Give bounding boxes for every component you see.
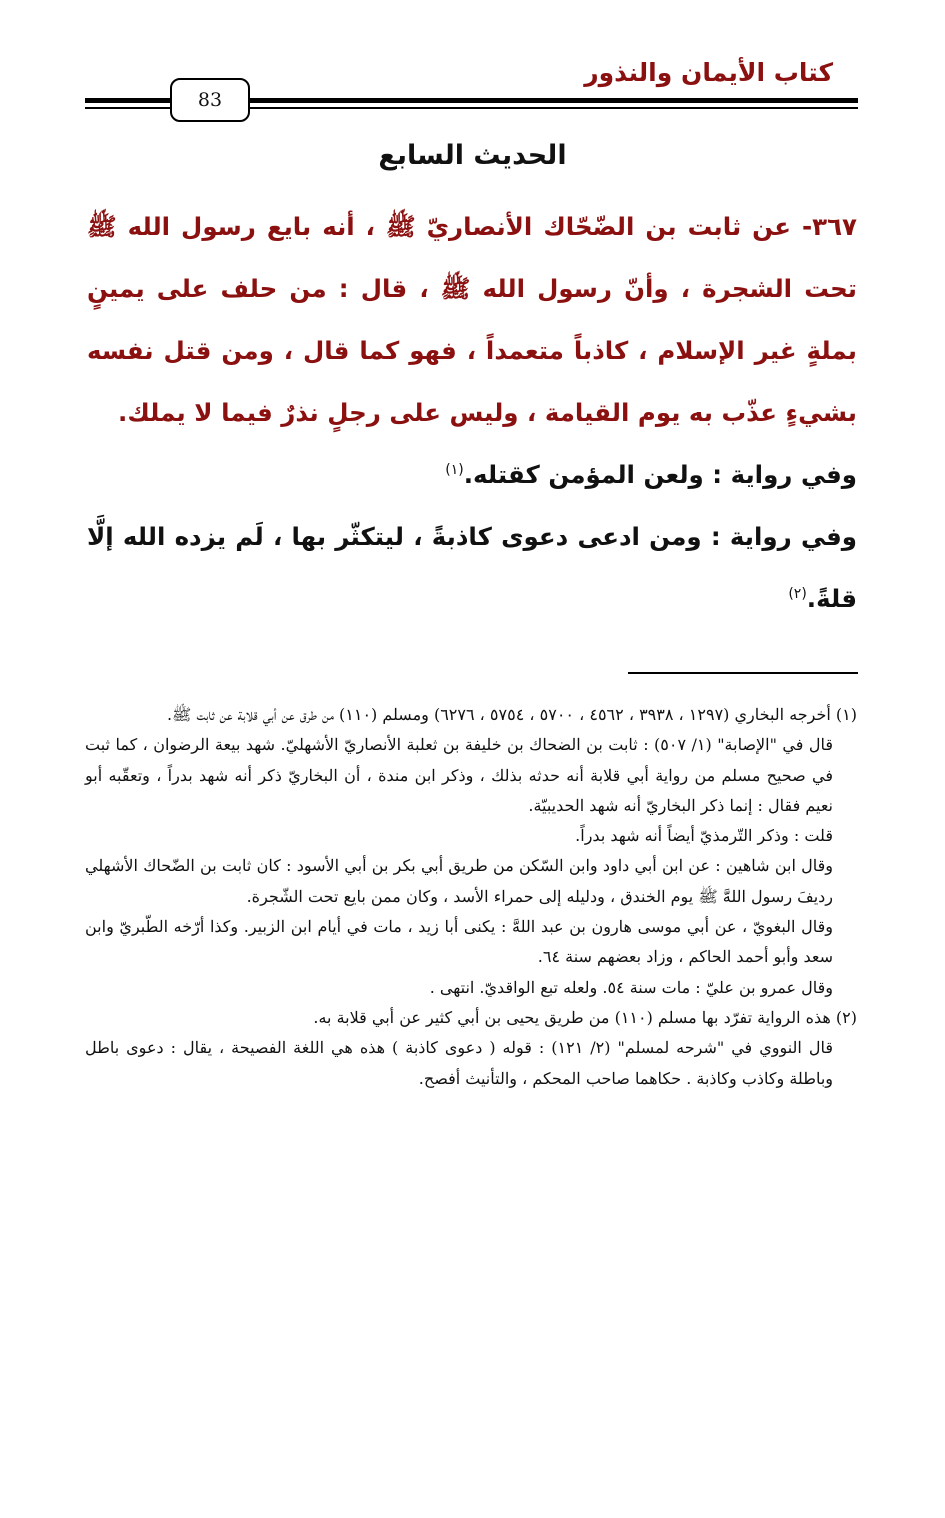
footnote-2-source: (٢) هذه الرواية تفرّد بها مسلم (١١٠) من طريق يحيى بن أبي كثير عن أبي قلابة به.	[313, 1007, 857, 1027]
riwaya-2-label: وفي رواية :	[710, 522, 858, 551]
section-heading: الحديث السابع	[378, 140, 567, 171]
footnote-ref-1[interactable]: (١)	[445, 461, 464, 478]
riwaya-2-text: ومن ادعى دعوى كاذبةً ، ليتكثّر بها ، لَم يزده الله إلَّا قلةً.	[87, 522, 857, 613]
footnote-1-source: (١) أخرجه البخاري (١٢٩٧ ، ٣٩٣٨ ، ٤٥٦٢ ، ٥٧٠٠ ، ٥٧٥٤ ، ٦٢٧٦) ومسلم (١١٠) من طرق عن أبي قلابة عن ثابت ﷺ.	[166, 705, 857, 724]
footnote-1-ibn-shahin: وقال ابن شاهين : عن ابن أبي داود وابن السّكن من طريق أبي بكر بن أبي الأسود : كان ثابت بن الضّحاك الأشهلي رديفَ رسول اللهَّ ﷺ يوم الخندق ، ودليله إلى حمراء الأسد ، وكان ممن بايع تحت الشّجرة.	[85, 856, 834, 906]
footnote-1-baghawi: وقال البغويّ ، عن أبي موسى هارون بن عبد اللهَّ : يكنى أبا زيد ، مات في أيام ابن الزبير. وكذا أرّخه الطّبريّ وابن سعد وأبو أحمد الحاكم ، وزاد بعضهم سنة ٦٤.	[85, 917, 833, 967]
running-header-title: كتاب الأيمان والنذور	[584, 58, 833, 87]
riwaya-2	[87, 506, 857, 630]
hadith-text	[87, 196, 857, 630]
riwaya-1-label: وفي رواية :	[712, 460, 857, 489]
footnote-ref-2[interactable]: (٢)	[788, 585, 807, 602]
riwaya-1-text: ولعن المؤمن كقتله.	[463, 460, 704, 489]
footnote-2-nawawi: قال النووي في "شرحه لمسلم" (٢/ ١٢١) : قوله ( دعوى كاذبة ) هذه هي اللغة الفصيحة ، يقال : دعوى باطل وباطلة وكاذب وكاذبة . حكاهما صاحب المحكم ، والتأنيث أفصح.	[85, 1038, 833, 1088]
footnotes	[85, 700, 857, 1094]
riwaya-1	[87, 444, 857, 506]
footnote-separator	[628, 672, 858, 674]
footnote-1-amr: وقال عمرو بن عليّ : مات سنة ٥٤. ولعله تبع الواقديّ. انتهى .	[429, 977, 833, 997]
footnote-1-isaba: قال في "الإصابة" (١/ ٥٠٧) : ثابت بن الضحاك بن خليفة بن ثعلبة الأنصاريّ الأشهليّ. شهد بيعة الرضوان ، كما ثبت في صحيح مسلم من رواية أبي قلابة أنه حدثه بذلك ، وذكر ابن مندة ، أن البخاريّ ذكر أنه شهد بدراً ، وتعقّبه أبو نعيم فقال : إنما ذكر البخاريّ أنه شهد الحديبيّة.	[85, 735, 834, 815]
page-number: 83	[170, 78, 250, 122]
footnote-1-tirmidhi: قلت : وذكر التّرمذيّ أيضاً أنه شهد بدراً.	[575, 826, 833, 846]
hadith-paragraph: ٣٦٧- عن ثابت بن الضّحّاك الأنصاريّ ﷺ ، أنه بايع رسول الله ﷺ تحت الشجرة ، وأنّ رسول الله ﷺ ، قال : من حلف على يمينٍ بملةٍ غير الإسلام ، كاذباً متعمداً ، فهو كما قال ، ومن قتل نفسه بشيءٍ عذّب به يوم القيامة ، وليس على رجلٍ نذرٌ فيما لا يملك.	[87, 212, 857, 427]
